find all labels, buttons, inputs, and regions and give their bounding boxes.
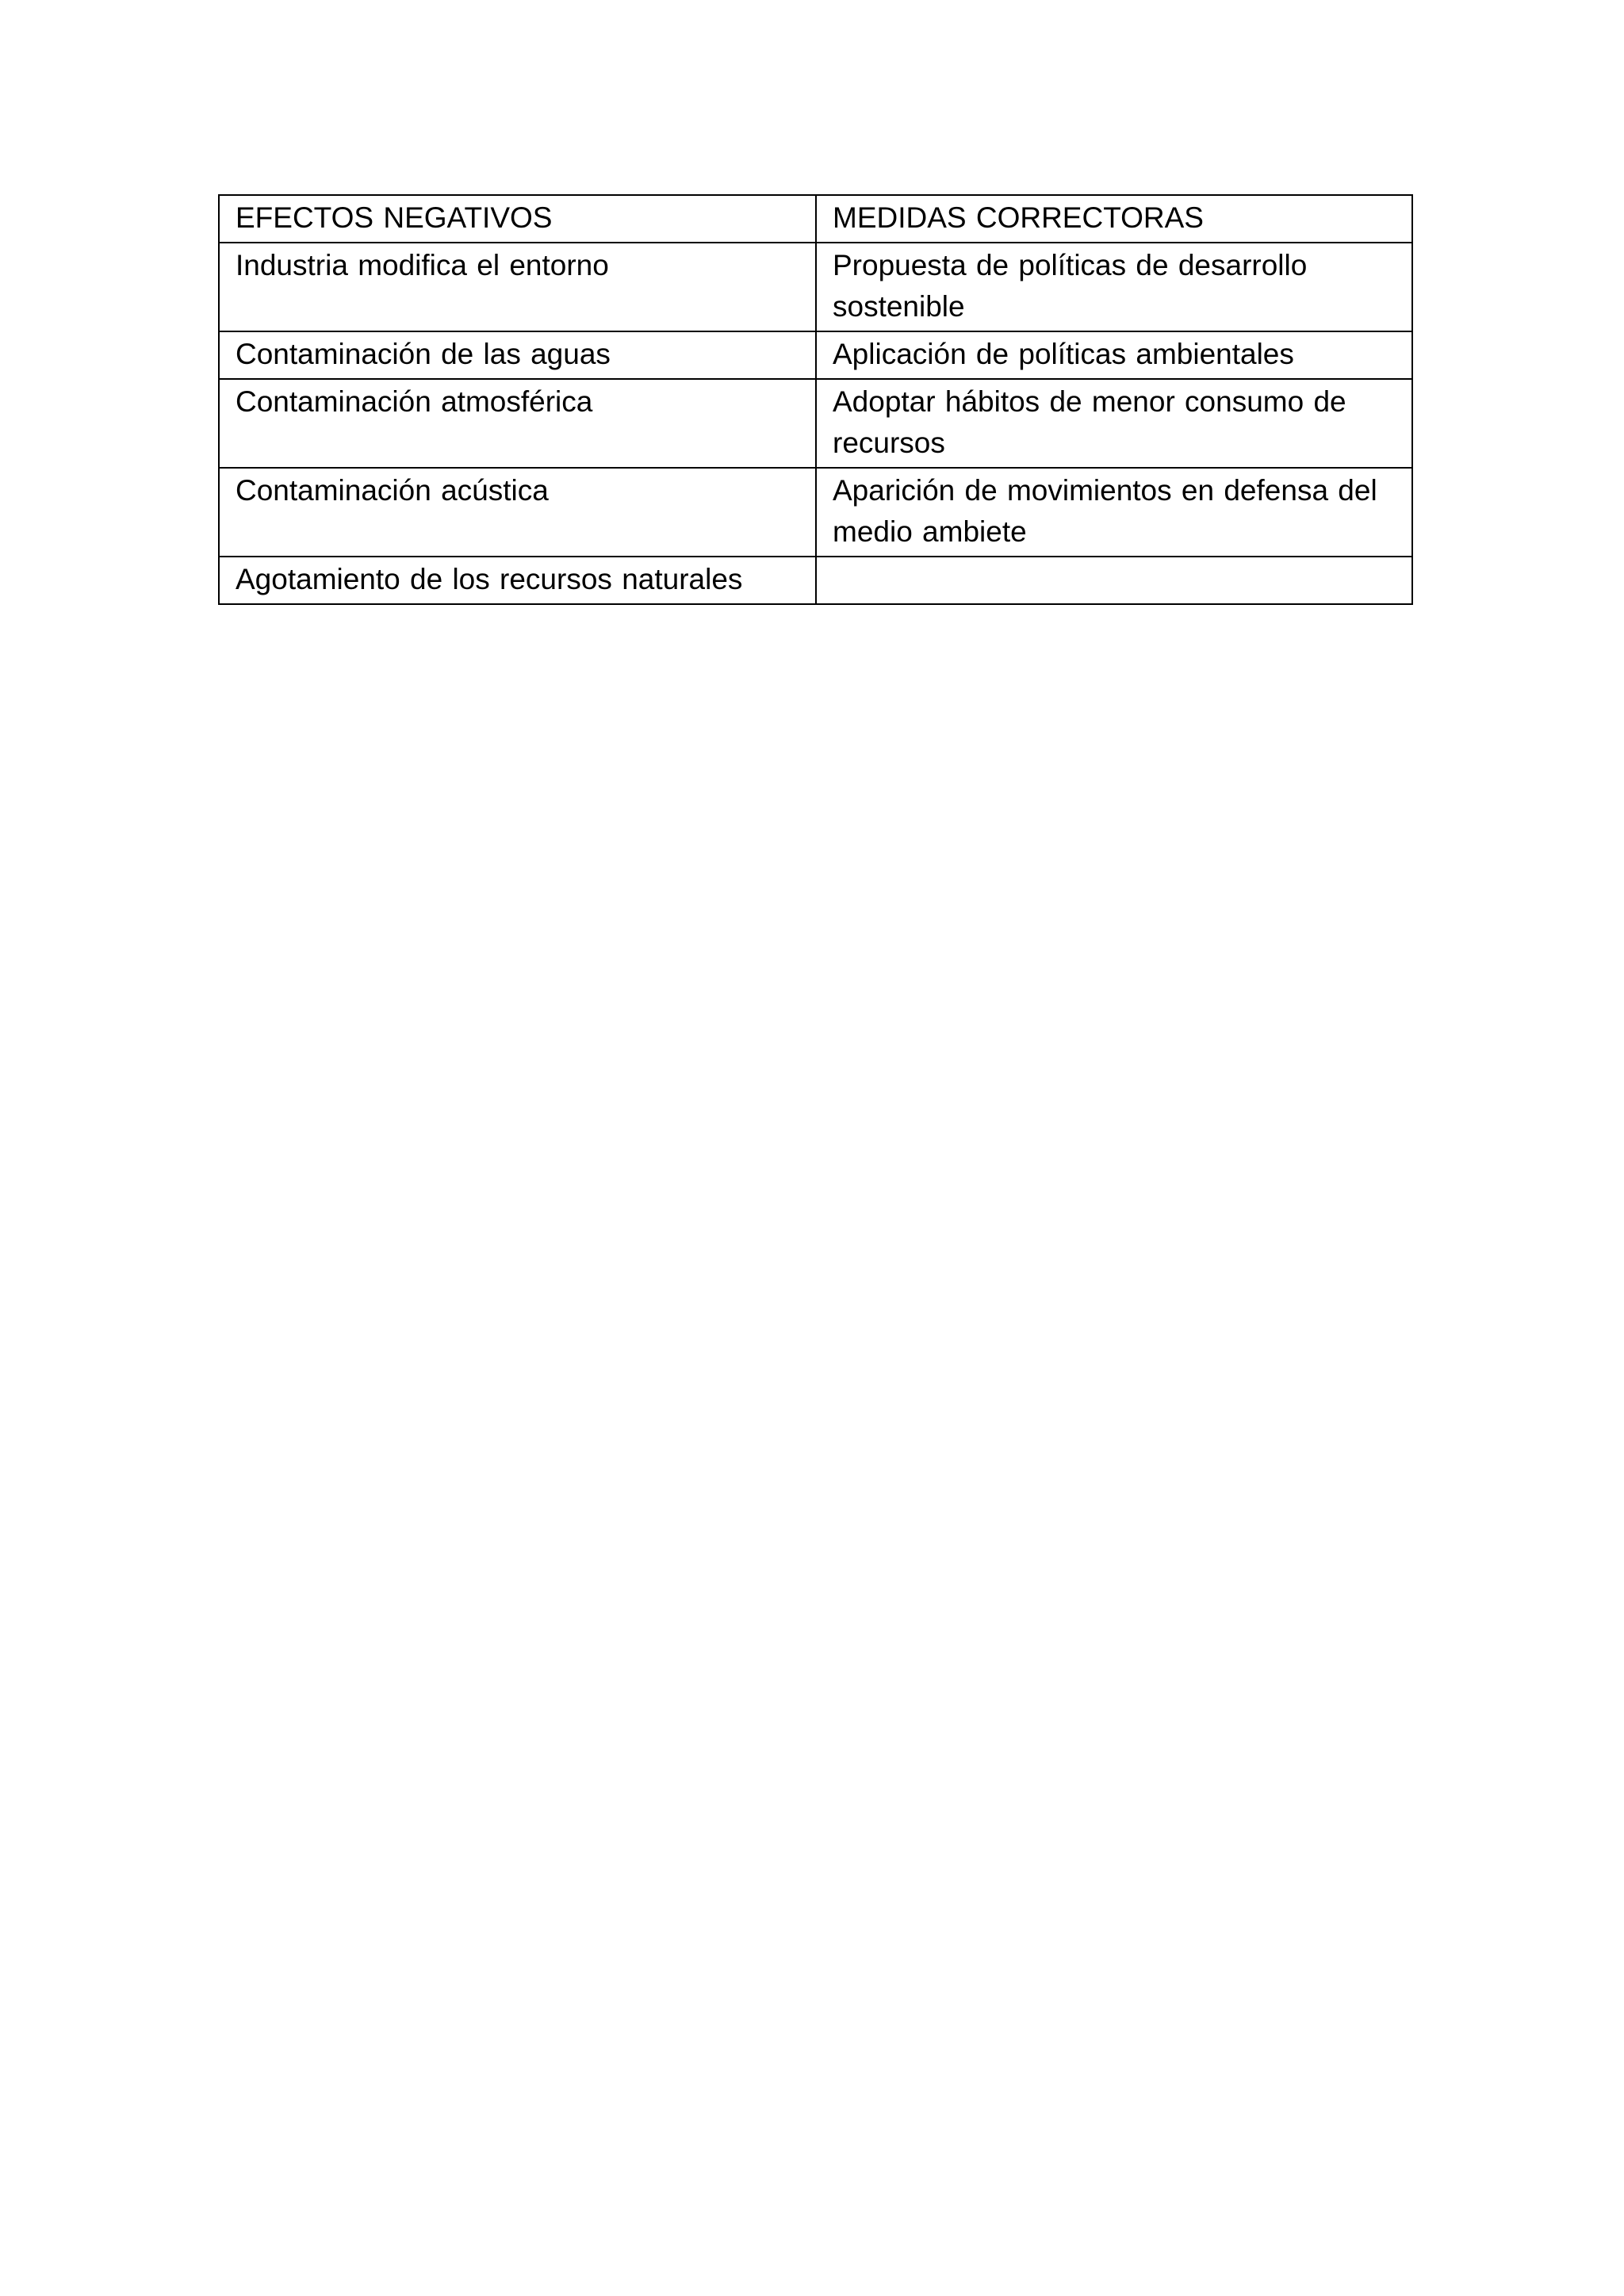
table-header-row (219, 195, 1412, 243)
table-row (219, 243, 1412, 331)
table-row (219, 379, 1412, 468)
negative-effect-cell: Agotamiento de los recursos naturales (219, 557, 816, 604)
negative-effect-cell: Contaminación de las aguas (219, 331, 816, 379)
negative-effect-cell: Industria modifica el entorno (219, 243, 816, 331)
table-row (219, 557, 1412, 604)
corrective-measure-cell: Aplicación de políticas ambientales (816, 331, 1412, 379)
corrective-measure-cell-empty (816, 557, 1412, 604)
header-negative-effects: EFECTOS NEGATIVOS (219, 195, 816, 243)
negative-effect-cell: Contaminación acústica (219, 468, 816, 557)
effects-measures-table (218, 194, 1413, 605)
corrective-measure-cell: Aparición de movimientos en defensa del medio ambiete (816, 468, 1412, 557)
corrective-measure-cell: Adoptar hábitos de menor consumo de recursos (816, 379, 1412, 468)
negative-effect-cell: Contaminación atmosférica (219, 379, 816, 468)
corrective-measure-cell: Propuesta de políticas de desarrollo sostenible (816, 243, 1412, 331)
header-corrective-measures: MEDIDAS CORRECTORAS (816, 195, 1412, 243)
table-row (219, 331, 1412, 379)
table-row (219, 468, 1412, 557)
